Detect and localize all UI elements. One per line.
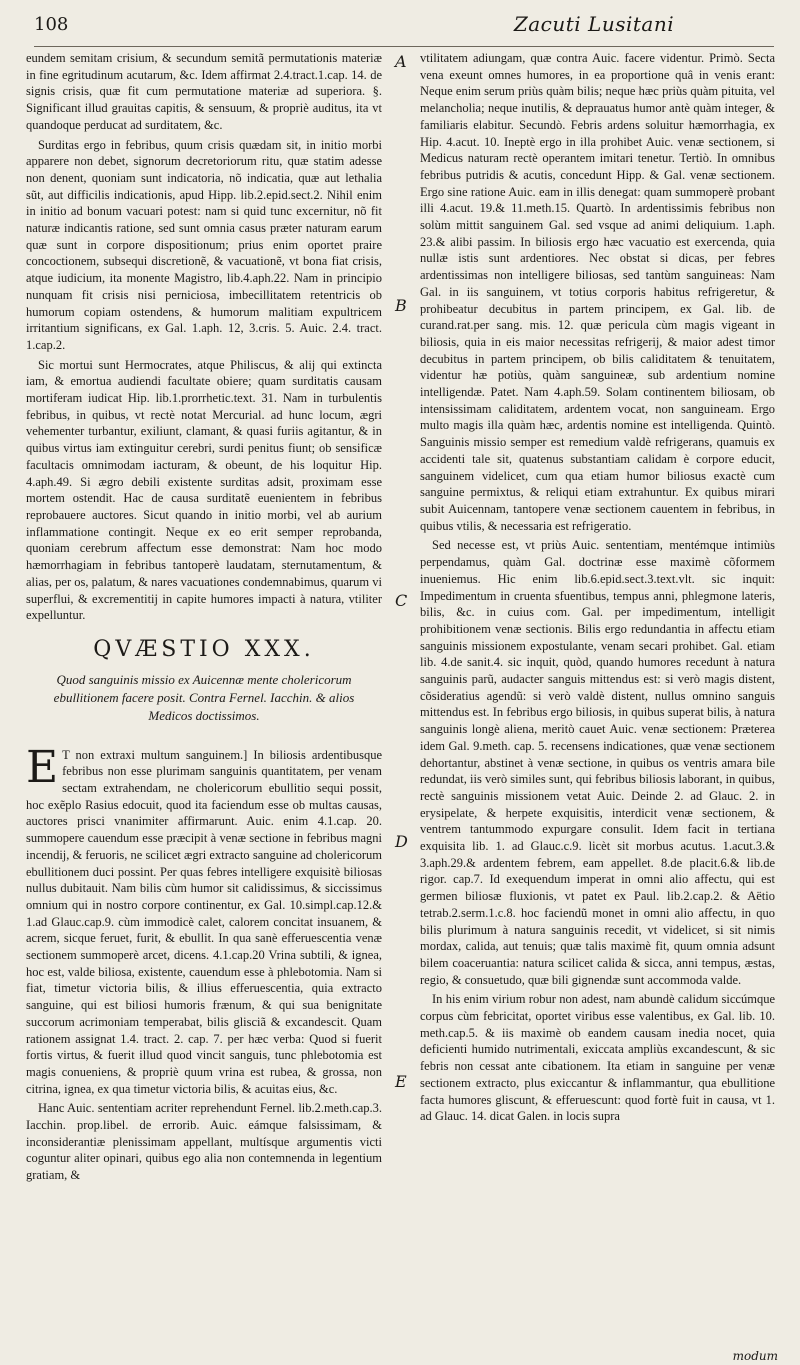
paragraph: Sic mortui sunt Hermocrates, atque Philiscus, & alij qui extincta iam, & emortua audiendi facultate obiere; quam surditatis causam mortiferam iudicat Hip. lib.1.prorrhetic.text. 31. Nam in turbulentis febribus, in quibus, vt rectè notat Mercurial. ad hunc locum, ægri vehementer turbantur, exiliunt, clamant, & quasi furiis agitantur, & in quibus virtus iam extinguitur cerebri, surdi penitus fiunt; ob sensificæ facultacis omnimodam iacturam, & obeunt, de his loquitur Hip. 4.aph.49. Si ægro debili existente surditas adsit, proximam esse mortem ostendit. Hac de causa surditatẽ euenientem in febribus reprobauere auctores. Sicut quando in initio morbi, vel ab aurium inflammatione contingit. Neque ex eo erit semper reprobanda, quoniam cerebrum affectum esse demonstrat: Nam hoc modo hæmorrhagiam in febribus tantoperè laudatam, sternutamentum, & alias, per os, palatum, & nares vacuationes condemnabimus, quarum vi superflui, & excrementitij in capite humores impacti à natura, vtiliter expelluntur.	[26, 357, 382, 623]
question-title: QVÆSTIO XXX.	[93, 636, 315, 662]
left-column	[26, 50, 382, 1350]
margin-letter: C	[395, 591, 408, 610]
page-header	[34, 10, 774, 47]
paragraph-text: T non extraxi multum sanguinem.] In biliosis ardentibusque febribus non esse plurimam sanguinis quantitatem, per venam sectam extrahendam, ne cholericorum ebullitio sequi possit, hoc exẽplo Rasius edocuit, quod ita faciendum esse ob multas causas, auctores prisci vnanimiter affirmarunt. Auic. enim 4.1.cap. 20. summopere cauendum esse præcipit à venæ sectione in febribus magni incendij, & feruoris, ne scilicet ægri extracto sanguine ad cholericorum ebullitionem duci possint. Per quas febres intelligere exquisitè biliosas nullus dubitauit. Nam bilis cùm humor sit calidissimus, & siccissimus omnium qui in nostro corpore continentur, ex Gal. 10.simpl.cap.12.& 1.ad Glauc.cap.9. cùm immodicè calet, calorem concitat insuanem, & acrem, sicque feruet, furit, & ebullit. In qua sanè efferuescentia venæ sectionem summoperè arcet, dicens. 4.1.cap.20 Vrina subtili, & ignea, hoc est, valde biliosa, existente, cauendum esse à phlebotomia. Nam si fiat, timetur victoria bilis, & illius efferuescentia, quia extracto sanguine, qui est biliosi humoris frænum, & qui sua benignitate succorum acrimoniam temperabat, bilis glisciã & excandescit. Quam rationem assignat 1.4. tract. 2. cap. 7. per hæc verba: Quod si fuerit fortis virtus, & fuerit illud quod vincit sanguis, tunc phlebotomia est magis conueniens, & propriè quum vrina est rubea, & grossa, non citrina, ignea, ex qua timetur victoria bilis, & acuitas eius, &c.	[26, 747, 382, 1096]
paragraph: Hanc Auic. sententiam acriter reprehendunt Fernel. lib.2.meth.cap.3. Iacchin. prop.libel. de errorib. Auic. eámque falsissimam, & inconsiderantiæ plenissimam appellant, multísque argumentis victi coguntur aliter opinari, quibus ego alia non contemnenda in legentium gratiam, &	[26, 1101, 382, 1183]
page-number: 108	[34, 14, 69, 35]
right-column	[420, 50, 775, 1350]
paragraph	[26, 741, 382, 1098]
question-subtitle: Quod sanguinis missio ex Auicennæ mente cholericorum ebullitionem facere posit. Contra Fernel. Iacchin. & alios Medicos doctissimos.	[53, 671, 355, 723]
margin-letter: B	[395, 296, 407, 315]
paragraph: vtilitatem adiungam, quæ contra Auic. facere videntur. Primò. Secta vena exeunt omnes humores, in ea proportione quâ in venis erant: Neque enim serum priùs quàm bilis; neque hæc priùs quàm pituita, vel melancholia; neque inutilis, & deprauatus humor antè quàm integer, & familiaris elabitur. Secundò. Febris ardens soluitur hæmorrhagia, ex Hip. 4.acut. 10. Ineptè ergo in illa prohibet Auic. venæ sectionem, si Medicus naturam rectè operantem imitari tenetur. Tertiò. In omnibus febribus putridis & acutis, concedunt Hipp. & Gal. venæ sectionem. Ergo sine ratione Auic. eam in illis denegat: quam summoperè probant illi 4.acut. 19.& 11.meth.15. Quartò. In ardentissimis febribus non solùm mittit sanguinem Gal. sed vsque ad animi deliquium. 1.aph. 23.& alibi passim. In biliosis ergo hæc vacuatio est exercenda, quia nullæ istis sunt ardentiores. Nec obstat si dicas, per febres ardentissimas non intelligere biliosas, sed tantùm sanguineas: Nam Gal. in iis sanguinem, vt totius corporis habitus refrigeretur, & prohibeatur decubitus in partem principem, ex Gal. lib. de curand.rat.per sang. mis. 12. quæ pericula cùm magis vigeant in biliosis, quia in eis maior necessitas refrigerij, & maior adest timor decubitus in partem principem, ob bilis caliditatem & tenuitatem, videntur hæ potiùs, quàm sanguineæ, sub ardentium nomine intelligendæ. Patet. Nam 4.aph.59. Solam continentem biliosam, ob intensissimam caliditatem, ardentem vocat, non sanguineam. Ergo multo magis illa quàm hæc, ardentis nomine est intelligenda. Quintò. Sanguinis missio semper est remedium valdè refrigerans, quamuis ex accidenti tale sit, quatenus substantiam calidam è corpore educit, sanguinem videlicet, cum qua etiam humor biliosus exactè cum sanguine permixtus, & reliqui etiam extrahuntur. Ex quibus mirari subit Auicennam, tantopere venæ sectionem cauentem in febribus, in quibus vtilis, & necessaria est refrigeratio.	[420, 51, 775, 533]
paragraph: In his enim virium robur non adest, nam abundè calidum siccúmque corpus cùm febricitat, oportet viribus esse valentibus, ex Gal. lib. 10. meth.cap.5. & iis maximè ob eandem causam inedia nocet, quia deficienti humido nutrimentali, exiccata ampliùs excandescunt, & sic febris non cessat ante cibationem. Ita etiam in sanguine per venæ sectionem extracto, plus exiccantur & inflammantur, qua ebullitione facta humores gliscunt, & efferuescunt: quod fortè fuit in causa, vt 1. ad Glauc. 14. dicat Galen. in locis supra	[420, 992, 775, 1124]
margin-letter: D	[395, 832, 408, 851]
catchword: modum	[732, 1349, 778, 1363]
margin-letter: A	[395, 52, 407, 71]
margin-letters	[395, 50, 415, 1350]
paragraph: Sed necesse est, vt priùs Auic. sententiam, mentémque intimiùs perpendamus, quàm Gal. doctrinæ esse maximè cõformem inueniemus. Hic enim lib.6.epid.sect.3.text.vlt. sic inquit: Impedimentum in cruenta sfuentibus, tempus anni, phlegmone lateris, bilis, &c. in cuius com. Gal. per impedimentum, intelligit prohibitionem venæ sectionis. Bilis ergo redundantia in affectu etiam sanguinis missionem expostulante, venam secari prohibet. Gal. etiam lib. 4.de sanit.4. sic inquit, quòd, quando humores recedunt à natura sanguinis parũ, audacter sanguis mittendus est: si verò magis distent, cõsideratius agendũ: si verò valdè distent, nullus omnino sanguis mittendus est. In febribus ergo biliosis, in quibus superat bilis, à natura sanguinis longè aliena, meritò cauet Auic. venæ sectionem: Præterea idem Gal. 9.meth. cap. 5. recensens indicationes, quæ venæ sectionem dehortantur, abstinet à venæ sectione, in quibus os ventris amara bile redundat, iis verò similes sunt, qui febribus biliosis laborant, in quibus, rectè sanguinis missionem vetat Auic. Deinde 2. ad Glauc. 2. in erysipelate, & herpete exquisitis, interdicit venæ sectionem, & ventrem tantummodo expurgare consulit. Idem facit in tertiana exquisita lib. 1. ad Glauc.c.9. licèt sit morbus acutus. 1.acut.3.& 3.aph.29.& ardentem febrem, eam appellet. 8.de placit.6.& lib.de rigor. cap.7. Id exequendum imperat in omni alio affectu, qui est germen biliosæ fluxionis, vt patet ex Paul. lib.2.cap.2. & Aëtio tetrab.2.serm.1.c.8. hoc faciendũ monet in omni alio affectu, in quo bilis plurimum à natura sanguinis recedit, vt videlicet, si sit nimis mordax, calida, aut tenuis; quæ talis maximè fit, quum omnia adsunt bilem coaceruantia: natura scilicet calida & sicca, anni tempus, æstas, regio, & consuetudo, quæ bili gignendæ sunt accommoda valde.	[420, 538, 775, 987]
drop-cap: E	[26, 741, 59, 793]
margin-letter: E	[395, 1072, 407, 1091]
running-head: Zacuti Lusitani	[513, 12, 675, 36]
paragraph: Surditas ergo in febribus, quum crisis quædam sit, in initio morbi apparere non debet, signorum decretoriorum ritu, quæ statim adesse non denent, quoniam sunt indicatoria, nõ indicatia, quæ aut lethalia sũt, aut difficilis indicationis, apud Hipp. lib.2.epid.sect.2. Nihil enim in initio ad bonum vacuari potest: nam si quid tunc excernitur, nõ fit naturæ indicantis ratione, sed sunt omnia casus præter naturam earum quæ sunt in corpore dispositionum; prius enim oportet praire concoctionem, subsequi discretionẽ, & vacuationẽ, vt bona fiat crisis, atque iudicium, ita monente Magistro, lib.4.aph.22. Nam in principio nunquam fit crisis nisi perniciosa, imbecillitatem retentricis ob humorum copiam ostendens, & humorum malitiam expultricem irritantium significans, ex Gal. 1.aph. 12, 3.cris. 5. Auic. 2.4. tract. 1.cap.2.	[26, 137, 382, 352]
paragraph: eundem semitam crisium, & secundum semitã permutationis materiæ in fine egritudinum acutarum, &c. Idem affirmat 2.4.tract.1.cap. 14. de signis crisis, quæ fit cum permutatione materiæ ad superiora. §. Significant illud grauitas capitis, & sensuum, & propriè auditus, ita vt quandoque perducat ad surditatem, &c.	[26, 51, 382, 132]
